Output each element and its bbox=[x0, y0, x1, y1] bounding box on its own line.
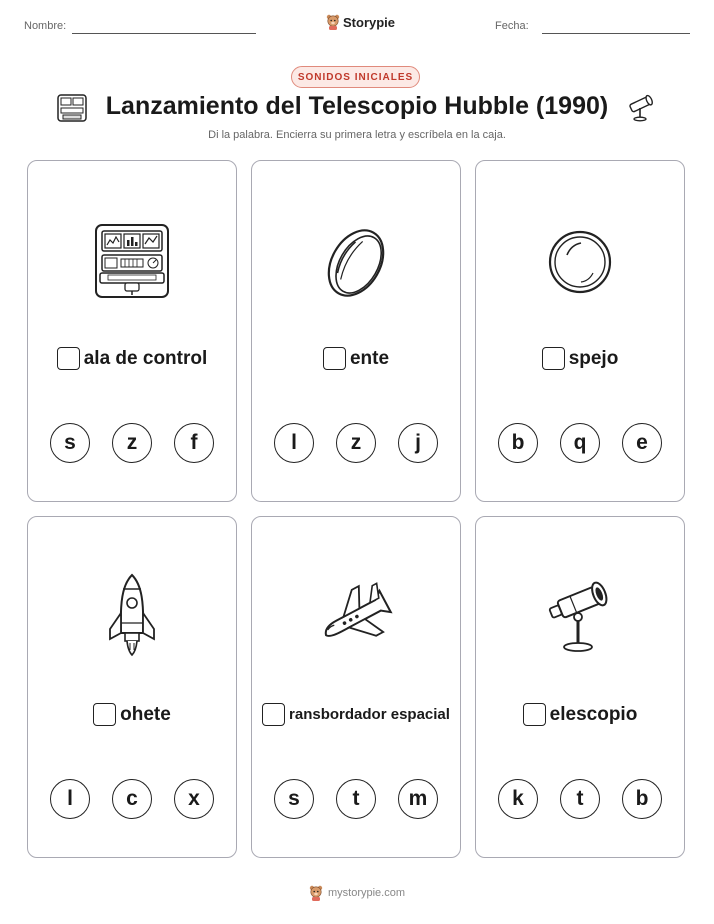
name-label: Nombre: bbox=[24, 20, 67, 32]
letter-box[interactable] bbox=[93, 703, 116, 726]
letter-choice[interactable]: z bbox=[112, 423, 152, 463]
word-text: ala de control bbox=[83, 347, 208, 369]
lens-icon bbox=[323, 225, 389, 301]
letter-choices bbox=[28, 423, 236, 463]
name-line[interactable] bbox=[72, 33, 256, 34]
telescope-icon bbox=[626, 92, 656, 122]
bear-mascot-icon bbox=[326, 14, 340, 30]
word-card-3 bbox=[475, 160, 685, 502]
letter-choice[interactable]: b bbox=[622, 779, 662, 819]
letter-choice[interactable]: j bbox=[398, 423, 438, 463]
word-row bbox=[476, 703, 684, 726]
word-card-1 bbox=[27, 160, 237, 502]
brand-logo bbox=[326, 14, 395, 30]
word-card-4 bbox=[27, 516, 237, 858]
letter-choices bbox=[476, 423, 684, 463]
instructions: Di la palabra. Encierra su primera letra y escríbela en la caja. bbox=[208, 129, 506, 141]
word-text: elescopio bbox=[549, 703, 638, 725]
letter-choice[interactable]: l bbox=[274, 423, 314, 463]
letter-box[interactable] bbox=[542, 347, 565, 370]
brand-name: Storypie bbox=[343, 14, 396, 30]
word-row bbox=[28, 703, 236, 726]
word-text: ransbordador espacial bbox=[289, 706, 450, 723]
word-card-2 bbox=[251, 160, 461, 502]
letter-choice[interactable]: f bbox=[174, 423, 214, 463]
letter-choice[interactable]: t bbox=[560, 779, 600, 819]
word-card-6 bbox=[475, 516, 685, 858]
word-row bbox=[252, 703, 460, 726]
bear-mascot-icon bbox=[309, 885, 323, 901]
word-text: spejo bbox=[568, 347, 619, 369]
letter-choice[interactable]: x bbox=[174, 779, 214, 819]
date-label: Fecha: bbox=[495, 20, 529, 32]
letter-choice[interactable]: z bbox=[336, 423, 376, 463]
letter-choice[interactable]: k bbox=[498, 779, 538, 819]
footer bbox=[0, 885, 714, 901]
letter-choice[interactable]: q bbox=[560, 423, 600, 463]
rocket-icon bbox=[107, 573, 157, 659]
word-text: ohete bbox=[120, 703, 171, 725]
letter-choice[interactable]: b bbox=[498, 423, 538, 463]
control-room-icon bbox=[57, 94, 87, 122]
letter-choice[interactable]: e bbox=[622, 423, 662, 463]
letter-choice[interactable]: c bbox=[112, 779, 152, 819]
letter-box[interactable] bbox=[523, 703, 546, 726]
letter-choices bbox=[476, 779, 684, 819]
letter-choice[interactable]: t bbox=[336, 779, 376, 819]
letter-box[interactable] bbox=[323, 347, 346, 370]
category-badge: SONIDOS INICIALES bbox=[291, 66, 420, 88]
letter-choices bbox=[252, 423, 460, 463]
space-shuttle-icon bbox=[315, 581, 397, 653]
telescope-icon bbox=[544, 581, 616, 653]
word-text: ente bbox=[349, 347, 390, 369]
letter-choice[interactable]: l bbox=[50, 779, 90, 819]
page-title: Lanzamiento del Telescopio Hubble (1990) bbox=[105, 92, 609, 120]
letter-choices bbox=[252, 779, 460, 819]
letter-choice[interactable]: m bbox=[398, 779, 438, 819]
word-row bbox=[28, 347, 236, 370]
word-row bbox=[476, 347, 684, 370]
control-room-icon bbox=[94, 223, 170, 299]
word-card-5 bbox=[251, 516, 461, 858]
letter-choice[interactable]: s bbox=[50, 423, 90, 463]
letter-choices bbox=[28, 779, 236, 819]
mirror-icon bbox=[547, 229, 613, 295]
letter-choice[interactable]: s bbox=[274, 779, 314, 819]
letter-box[interactable] bbox=[262, 703, 285, 726]
word-row bbox=[252, 347, 460, 370]
date-line[interactable] bbox=[542, 33, 690, 34]
letter-box[interactable] bbox=[57, 347, 80, 370]
footer-url[interactable]: mystorypie.com bbox=[327, 887, 406, 899]
